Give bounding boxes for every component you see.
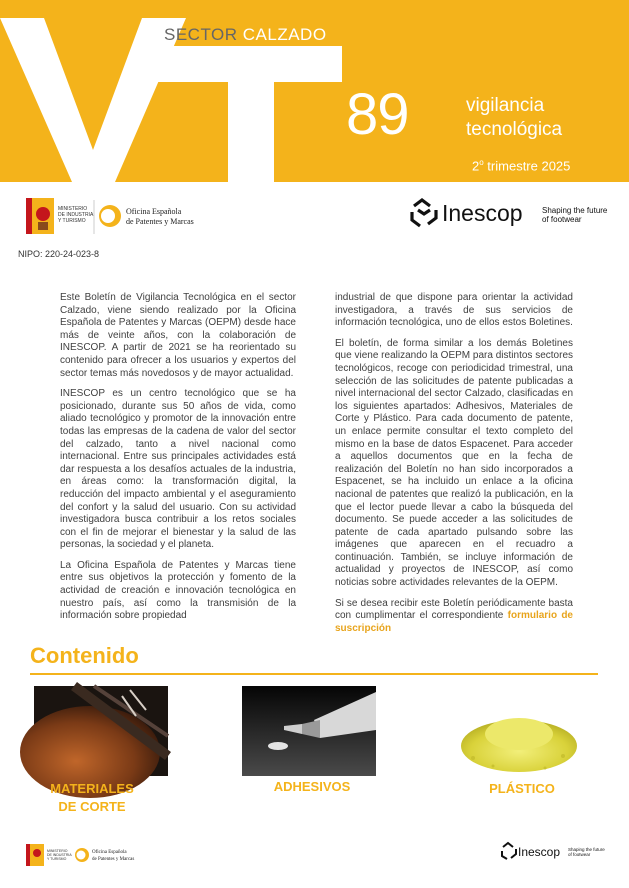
category-adhesivos[interactable]: ADHESIVOS bbox=[273, 779, 351, 794]
footer-ministry-oepm-logo[interactable] bbox=[26, 842, 138, 868]
plastic-pellets-image[interactable] bbox=[453, 686, 587, 776]
svg-text:de Patentes y Marcas: de Patentes y Marcas bbox=[126, 217, 194, 226]
glue-tube-image[interactable] bbox=[242, 686, 376, 776]
sector-label: SECTOR CALZADO bbox=[164, 25, 327, 44]
ministry-text: MINISTERIO bbox=[58, 206, 88, 212]
svg-text:DE INDUSTRIA: DE INDUSTRIA bbox=[58, 212, 94, 218]
quarter-label: 2$^o$ trimestre 2025 bbox=[472, 158, 571, 174]
ministry-oepm-logo[interactable] bbox=[26, 196, 194, 238]
svg-text:de Patentes y Marcas: de Patentes y Marcas bbox=[92, 857, 135, 862]
subscribe-paragraph: Si se desea recibir este Boletín periódicamente basta con cumplimentar el correspondiente formulario de suscripción bbox=[335, 597, 573, 634]
svg-text:Shaping the future: Shaping the future bbox=[542, 206, 608, 215]
inescop-logo[interactable] bbox=[408, 196, 618, 230]
svg-text:DE INDUSTRIA: DE INDUSTRIA bbox=[47, 853, 72, 857]
intro-paragraph: La Oficina Española de Patentes y Marcas tiene entre sus objetivos la protección y fomento de la actividad de creación e innovación tecnológica en nuestro país, así como la transmisión de la información sobre propiedad bbox=[60, 559, 296, 622]
intro-paragraph: INESCOP es un centro tecnológico que se ha posicionado, durante sus 50 años de vida, como aliado tecnológico y promotor de la innovación entre todas las empresas de la cadena de valor del sector del calzado, tanto a nivel nacional como internacional. Entre sus principales actividades está dar respuesta a los desafíos actuales de la industria, en áreas como: la transformación digital, la reducción del impacto ambiental y el aseguramiento del confort y la salud del usuario. Con su actividad investigadora busca contribuir a los retos sociales con el fin de mejorar el bienestar y la salud de las personas, la sociedad y el planeta. bbox=[60, 388, 296, 551]
category-materiales-de-corte[interactable]: MATERIALES DE CORTE bbox=[50, 781, 134, 814]
svg-text:Y TURISMO: Y TURISMO bbox=[47, 857, 67, 861]
leather-shoe-image[interactable] bbox=[34, 686, 168, 776]
nipo-code: NIPO: 220-24-023-8 bbox=[18, 249, 100, 259]
intro-paragraph: El boletín, de forma similar a los demás Boletines que viene realizando la OEPM para distintos sectores tecnológicos, recoge con periodicidad trimestral, una selección de las solicitudes de patente publicadas a nivel internacional del sector Calzado, clasificadas en los siguientes apartados: Adhesivos, Materiales de Corte y Plástico. Para cada documento de patente, un enlace permite consultar el texto completo del mismo en la base de datos Espacenet. Para acceder a aquellos documentos que en la fecha de realización del Boletín no han sido incorporados a Espacenet, se ha incluido un enlace a la oficina nacional de patentes que realizó la publicación, en la que el lector puede llevar a cabo la búsqueda del documento. Se puede acceder a las solicitudes de patente de cada apartado pulsando sobre las imágenes que aparecen en el recuadro a continuación. También, se incluye información de actualidad y proyectos de INESCOP, así como noticias sobre actividades relevantes de la OEPM. bbox=[335, 337, 573, 589]
footer-inescop-logo[interactable] bbox=[500, 840, 605, 862]
header-banner bbox=[0, 0, 629, 182]
svg-text:Oficina Española: Oficina Española bbox=[92, 850, 127, 855]
intro-paragraph: Este Boletín de Vigilancia Tecnológica en el sector Calzado, viene siendo realizado por la Oficina Española de Patentes y Marcas (OEPM) desde hace más de veinte años, con la colaboración de INESCOP. A partir de 2021 se ha reorientado su contenido para ofrecer a los usuarios y expertos del sector temas más novedosos y de mayor actualidad. bbox=[60, 292, 296, 379]
footer-inescop-mark-icon bbox=[502, 843, 516, 859]
svg-text:MINISTERIO: MINISTERIO bbox=[47, 849, 68, 853]
svg-text:of footwear: of footwear bbox=[542, 215, 582, 224]
category-plastico[interactable]: PLÁSTICO bbox=[489, 781, 555, 796]
svg-text:Shaping the future: Shaping the future bbox=[568, 847, 605, 852]
bulletin-title: vigilancia tecnológica bbox=[466, 95, 563, 140]
intro-column-right bbox=[335, 292, 573, 643]
issue-number: 89 bbox=[346, 82, 409, 147]
inescop-mark-icon bbox=[412, 200, 436, 226]
svg-text:of footwear: of footwear bbox=[568, 852, 591, 857]
svg-text:Inescop: Inescop bbox=[518, 845, 561, 859]
intro-paragraph: industrial de que dispone para orientar la actividad investigadora, a través de sus servicios de información tecnológica, uno de ellos estos Boletines. bbox=[335, 292, 573, 329]
intro-column-left bbox=[60, 292, 296, 631]
svg-text:Y TURISMO: Y TURISMO bbox=[58, 218, 86, 224]
contents-divider bbox=[30, 673, 598, 675]
contents-heading: Contenido bbox=[30, 643, 139, 668]
inescop-wordmark: Inescop bbox=[442, 200, 523, 226]
oepm-text: Oficina Española bbox=[126, 207, 182, 216]
subscription-form-link[interactable]: formulario de suscripción bbox=[335, 610, 573, 634]
